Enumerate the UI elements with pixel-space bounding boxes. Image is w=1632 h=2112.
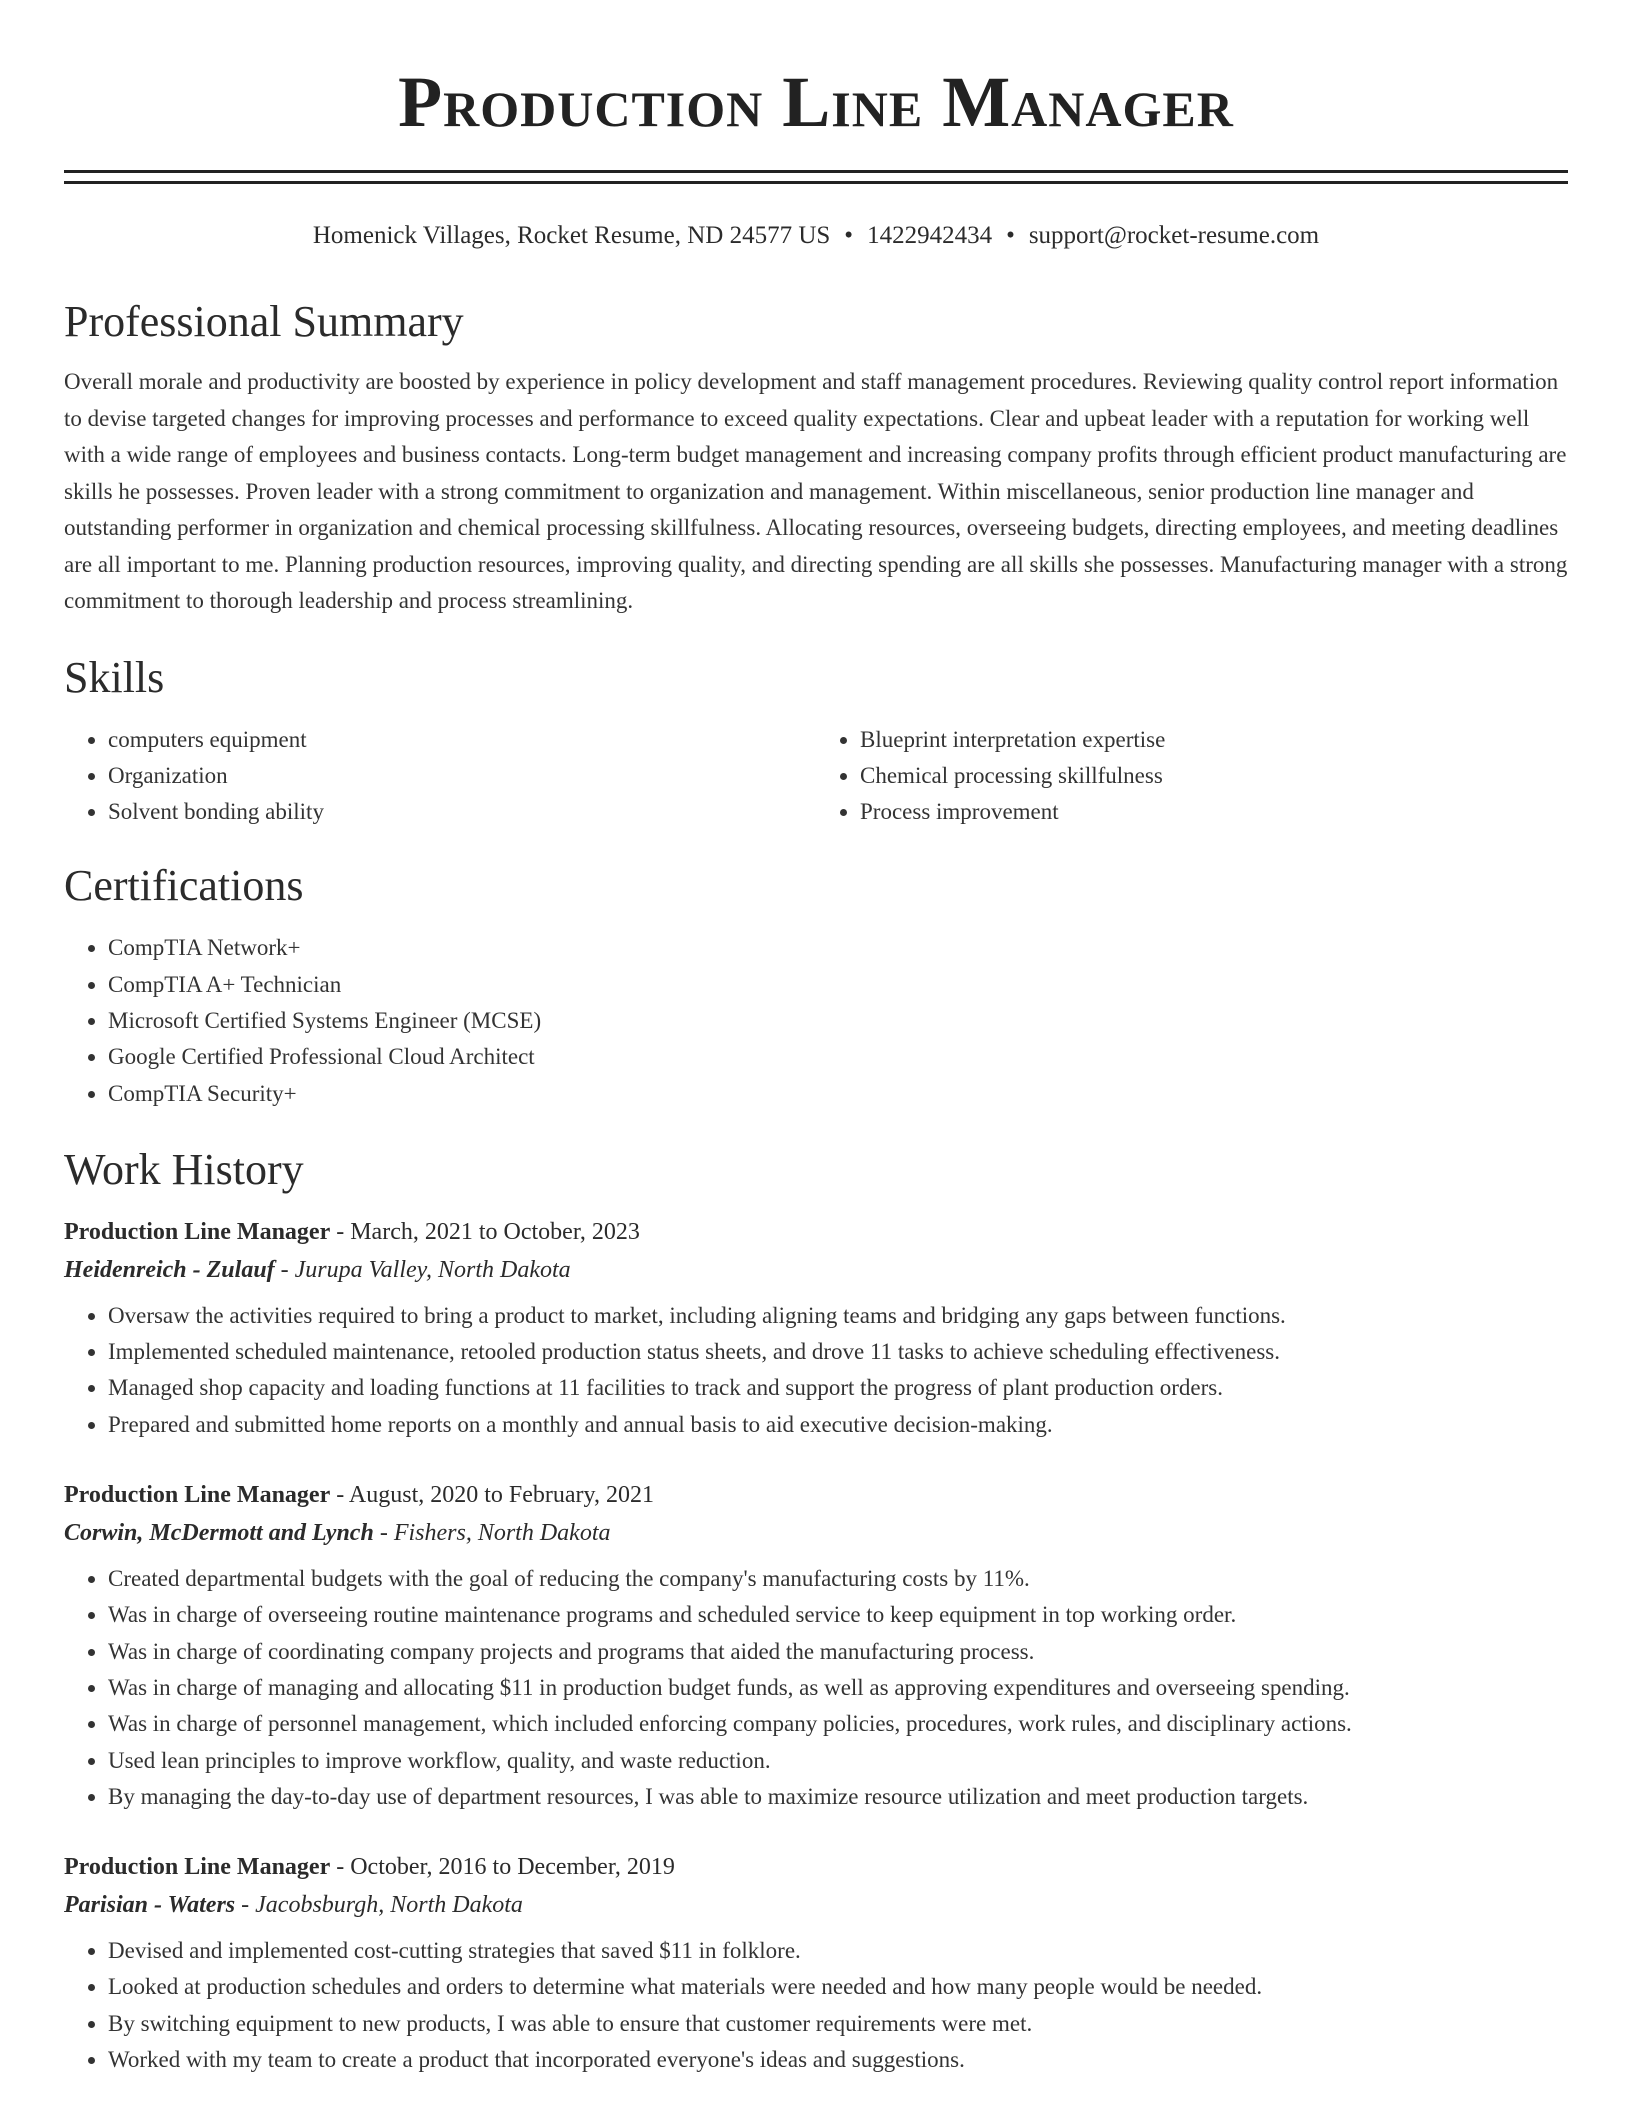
job-location: Fishers, North Dakota (393, 1520, 611, 1547)
job-separator: - (330, 1482, 349, 1509)
certification-item: • CompTIA Network+ (108, 930, 1568, 966)
job-bullet: • Devised and implemented cost-cutting strategies that saved $11 in folklore. (108, 1933, 1568, 1969)
job-bullet: • Was in charge of managing and allocating $11 in production budget funds, as well as approving expenditures and overseeing spending. (108, 1670, 1568, 1706)
summary-text: Overall morale and productivity are boosted by experience in policy development and staff management procedures. Reviewing quality control report information to devise targeted changes for improving processes and performance to exceed quality expectations. Clear and upbeat leader with a reputation for working well with a wide range of employees and business contacts. Long-term budget management and increasing company profits through efficient product manufacturing are skills he possesses. Proven leader with a strong commitment to organization and management. Within miscellaneous, senior production line manager and outstanding performer in organization and chemical processing skillfulness. Allocating resources, overseeing budgets, directing employees, and meeting deadlines are all important to me. Planning production resources, improving quality, and directing spending are all skills she possesses. Manufacturing manager with a strong commitment to thorough leadership and process streamlining. (64, 369, 1568, 613)
skills-list-left (64, 722, 816, 831)
skill-item: • Organization (108, 758, 816, 794)
contact-separator: • (844, 222, 854, 249)
job-bullet: • Was in charge of coordinating company projects and programs that aided the manufacturing process. (108, 1634, 1568, 1670)
certification-item: • Microsoft Certified Systems Engineer (MCSE) (108, 1003, 1568, 1039)
job-bullets (64, 1298, 1568, 1443)
contact-line (64, 220, 1568, 252)
skills-columns (64, 722, 1568, 831)
job-header (64, 1849, 1568, 1885)
contact-address: Homenick Villages, Rocket Resume, ND 24577 US (312, 222, 831, 249)
skill-item: • Process improvement (860, 794, 1568, 830)
certification-item: • CompTIA A+ Technician (108, 967, 1568, 1003)
job-separator: - (274, 1256, 295, 1283)
contact-phone: 1422942434 (867, 222, 993, 249)
job-bullet: • Was in charge of personnel management, which included enforcing company policies, procedures, work rules, and disciplinary actions. (108, 1706, 1568, 1742)
job-dates: March, 2021 to October, 2023 (350, 1218, 640, 1245)
job-separator: - (235, 1892, 256, 1919)
certification-item: • CompTIA Security+ (108, 1076, 1568, 1112)
job-bullet: • Worked with my team to create a product that incorporated everyone's ideas and suggestions. (108, 2042, 1568, 2078)
job-employer (64, 1250, 1568, 1290)
job-bullets (64, 1933, 1568, 2078)
job-entry (64, 1849, 1568, 2078)
job-location: Jacobsburgh, North Dakota (255, 1892, 523, 1919)
skill-item: • Chemical processing skillfulness (860, 758, 1568, 794)
skill-item: • computers equipment (108, 722, 816, 758)
certifications-heading: Certifications (64, 861, 304, 911)
job-bullet: • By switching equipment to new products, I was able to ensure that customer requirements were met. (108, 2006, 1568, 2042)
certifications-list (64, 930, 1568, 1111)
job-title: Production Line Manager (64, 1854, 331, 1881)
job-company: Corwin, McDermott and Lynch (64, 1520, 374, 1547)
job-dates: October, 2016 to December, 2019 (350, 1854, 675, 1881)
certification-item: • Google Certified Professional Cloud Architect (108, 1039, 1568, 1075)
contact-separator: • (1006, 222, 1015, 249)
skill-item: • Solvent bonding ability (108, 794, 816, 830)
job-bullet: • Managed shop capacity and loading functions at 11 facilities to track and support the progress of plant production orders. (108, 1370, 1568, 1406)
work-history-heading: Work History (64, 1144, 304, 1194)
job-bullet: • Looked at production schedules and orders to determine what materials were needed and how many people would be needed. (108, 1969, 1568, 2005)
resume-title: Production Line Manager (398, 62, 1234, 142)
job-separator: - (373, 1520, 394, 1547)
skills-list-right (816, 722, 1568, 831)
job-employer (64, 1885, 1568, 1925)
summary-heading: Professional Summary (64, 297, 464, 346)
job-bullet: • Oversaw the activities required to bring a product to market, including aligning teams and bridging any gaps between functions. (108, 1298, 1568, 1334)
job-title: Production Line Manager (64, 1218, 331, 1245)
job-bullet: • Created departmental budgets with the goal of reducing the company's manufacturing costs by 11%. (108, 1561, 1568, 1597)
job-bullets (64, 1561, 1568, 1815)
contact-email: support@rocket-resume.com (1028, 222, 1320, 249)
job-location: Jurupa Valley, North Dakota (294, 1256, 571, 1283)
job-company: Parisian - Waters (64, 1892, 236, 1919)
job-header (64, 1477, 1568, 1513)
job-title: Production Line Manager (64, 1482, 331, 1509)
job-bullet: • Prepared and submitted home reports on a monthly and annual basis to aid executive decision-making. (108, 1407, 1568, 1443)
job-dates: August, 2020 to February, 2021 (348, 1482, 654, 1509)
title-double-rule (64, 170, 1568, 184)
job-company: Heidenreich - Zulauf (64, 1256, 275, 1283)
job-entry (64, 1477, 1568, 1815)
skill-item: • Blueprint interpretation expertise (860, 722, 1568, 758)
job-header (64, 1214, 1568, 1250)
job-bullet: • Was in charge of overseeing routine maintenance programs and scheduled service to keep equipment in top working order. (108, 1597, 1568, 1633)
job-bullet: • Used lean principles to improve workflow, quality, and waste reduction. (108, 1743, 1568, 1779)
job-separator: - (330, 1854, 351, 1881)
job-entry (64, 1214, 1568, 1443)
job-bullet: • Implemented scheduled maintenance, retooled production status sheets, and drove 11 tasks to achieve scheduling effectiveness. (108, 1334, 1568, 1370)
job-employer (64, 1513, 1568, 1553)
skills-heading: Skills (64, 652, 165, 702)
job-bullet: • By managing the day-to-day use of department resources, I was able to maximize resource utilization and meet production targets. (108, 1779, 1568, 1815)
job-separator: - (330, 1218, 351, 1245)
